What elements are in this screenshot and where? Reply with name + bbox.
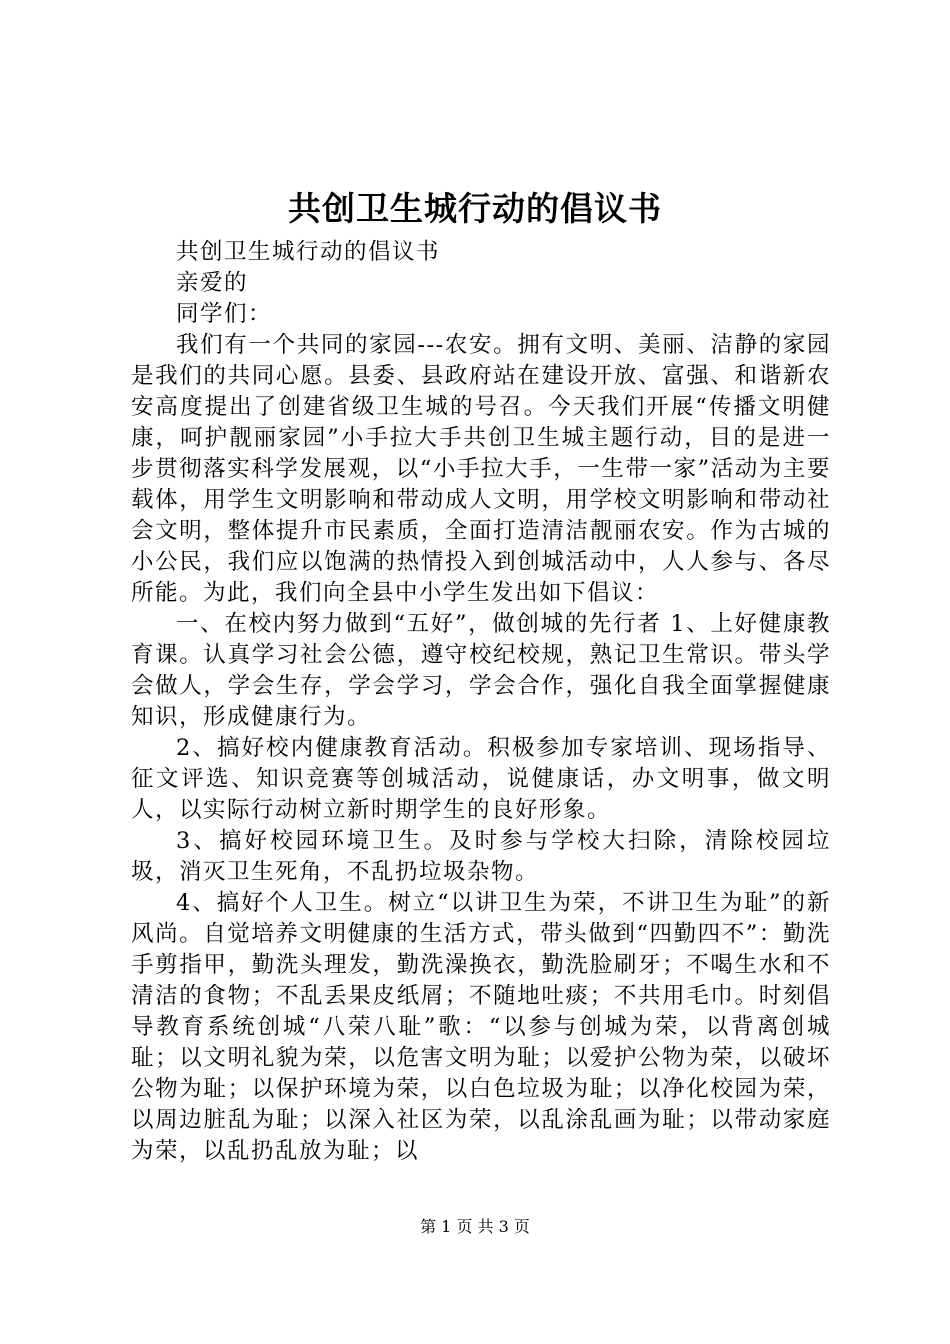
paragraph-item-4: 4、搞好个人卫生。树立“以讲卫生为荣，不讲卫生为耻”的新风尚。自觉培养文明健康的生活方式，带头做到“四勤四不”：勤洗手剪指甲，勤洗头理发，勤洗澡换衣，勤洗脸刷牙；不喝生水和不清洁的食物；不乱丢果皮纸屑；不随地吐痰；不共用毛巾。时刻倡导教育系统创城“八荣八耻”歌：“以参与创城为荣，以背离创城耻；以文明礼貌为荣，以危害文明为耻；以爱护公物为荣，以破坏公物为耻；以保护环境为荣，以白色垃圾为耻；以净化校园为荣，以周边脏乱为耻；以深入社区为荣，以乱涂乱画为耻；以带动家庭为荣，以乱扔乱放为耻；以: [131, 890, 831, 1164]
paragraph-salutation-2: 同学们：: [176, 301, 273, 327]
paragraph-item-1: 一、在校内努力做到“五好”，做创城的先行者 1、上好健康教育课。认真学习社会公德，遵守校纪校规，熟记卫生常识。带头学会做人，学会生存，学会学习，学会合作，强化自我全面掌握健康知识，形成健康行为。: [131, 611, 831, 730]
paragraph-salutation-1: 亲爱的: [176, 270, 249, 296]
page-footer: 第 1 页 共 3 页: [420, 1217, 530, 1236]
document-body: [131, 237, 831, 1167]
document-title: 共创卫生城行动的倡议书: [288, 189, 662, 228]
paragraph-intro: 我们有一个共同的家园---农安。拥有文明、美丽、洁静的家园是我们的共同心愿。县委、县政府站在建设开放、富强、和谐新农安高度提出了创建省级卫生城的号召。今天我们开展“传播文明健康，呵护靓丽家园”小手拉大手共创卫生城主题行动，目的是进一步贯彻落实科学发展观，以“小手拉大手，一生带一家”活动为主要载体，用学生文明影响和带动成人文明，用学校文明影响和带动社会文明，整体提升市民素质，全面打造清洁靓丽农安。作为古城的小公民，我们应以饱满的热情投入到创城活动中，人人参与、各尽所能。为此，我们向全县中小学生发出如下倡议：: [131, 332, 831, 606]
paragraph-item-3: 3、搞好校园环境卫生。及时参与学校大扫除，清除校园垃圾，消灭卫生死角，不乱扔垃圾杂物。: [131, 828, 831, 885]
paragraph-item-2: 2、搞好校内健康教育活动。积极参加专家培训、现场指导、征文评选、知识竞赛等创城活动，说健康话，办文明事，做文明人，以实际行动树立新时期学生的良好形象。: [131, 735, 831, 823]
paragraph-heading: 共创卫生城行动的倡议书: [176, 239, 441, 265]
